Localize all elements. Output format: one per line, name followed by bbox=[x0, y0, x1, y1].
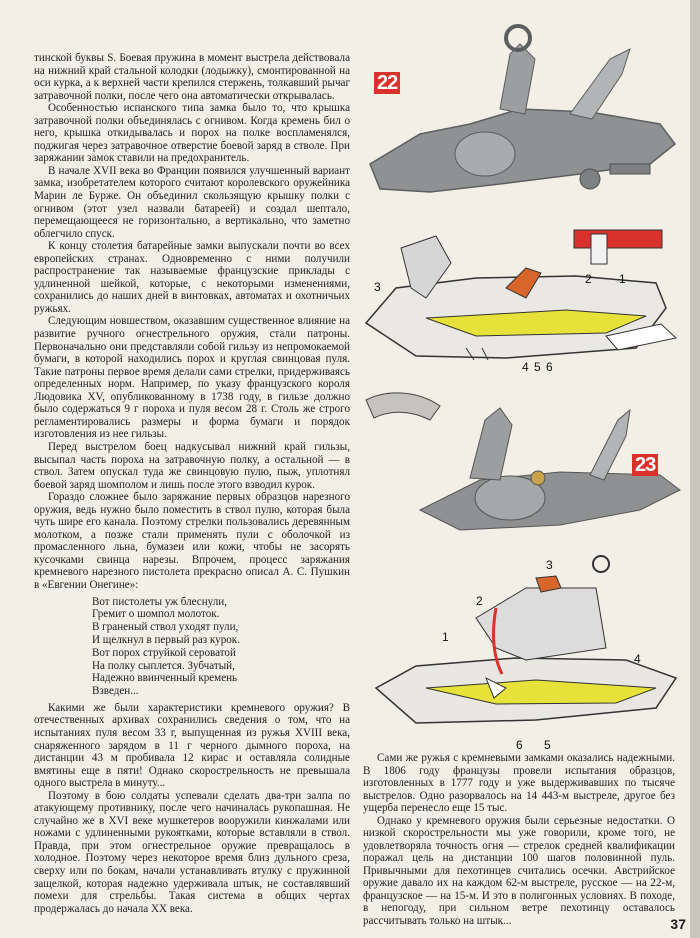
lock-mechanism-diagram bbox=[356, 228, 690, 378]
flintlock-photo-illustration bbox=[360, 14, 690, 224]
poem-line: В граненый ствол уходят пули, bbox=[92, 621, 239, 634]
paragraph: тинской буквы S. Боевая пружина в момент выстрела действовала на нижний край стальной колодки (лодыжку), смонтированной на оси курка, а к верхней части крепился стержень, толкавший рычаг затравочной полки, после чего она автоматически открывалась. bbox=[34, 52, 350, 102]
fig22-callout-5: 5 bbox=[534, 360, 541, 374]
figure-22-diagram bbox=[356, 228, 690, 378]
fig22-callout-6: 6 bbox=[546, 360, 553, 374]
left-text-column bbox=[34, 52, 350, 915]
paragraph: Какими же были характеристики кремневого оружия? В отечественных архивах сохранились сведения о том, что на испытаниях пуля весом 33 г, выпущенная из ружья XVIII века, снаряженного зарядом в 11 г черного дымного пороха, на дистанции 43 м пробивала 12 кирас и оставляла солидные вмятины еще в пяти! Однако скорострельность не превышала одного выстрела в минуту... bbox=[34, 701, 350, 790]
paragraph: Однако у кремневого оружия были серьезные недостатки. О низкой скорострельности мы уже говорили, кроме того, не удовлетворяла точность огня — стрелок средней квалификации поражал цель на дистанции 100 шагов половинной пуль. Привычными для пехотинцев считались осечки. Австрийское оружие давало их на каждом 62-м выстреле, русское — на 22-м, французское — на 15-м. И это в полигонных условиях. В походе, в непогоду, при сильном ветре пехотинцу оставалось рассчитывать только на штык... bbox=[363, 814, 675, 927]
fig23-callout-4: 4 bbox=[634, 652, 641, 666]
poem-line: Надежно ввинченный кремень bbox=[92, 672, 238, 685]
figure-23-badge: 23 bbox=[632, 454, 658, 476]
page-edge bbox=[690, 0, 700, 938]
fig23-callout-2: 2 bbox=[476, 594, 483, 608]
fig22-callout-4: 4 bbox=[522, 360, 529, 374]
page-number: 37 bbox=[670, 916, 686, 932]
poem-line: Гремит о шомпол молоток. bbox=[92, 608, 220, 621]
pushkin-poem bbox=[92, 596, 350, 698]
figure-23-diagram bbox=[356, 548, 690, 752]
fig22-callout-3: 3 bbox=[374, 280, 381, 294]
fig22-callout-2: 2 bbox=[585, 272, 592, 286]
paragraph: К концу столетия батарейные замки выпускали почти во всех европейских странах. Одновременно с ними получили распространение так называемые французские приклады с удлиненной шейкой, которые, с некоторыми изменениями, сохранились до наших дней в винтовках, автоматах и охотничьих ружьях. bbox=[34, 240, 350, 315]
paragraph: Поэтому в бою солдаты успевали сделать два-три залпа по атакующему противнику, после чего начиналась рукопашная. Не случайно же в XVI веке мушкетеров вооружили кинжалами или ножами с удлиненными рукоятками, которые вставляли в ствол. Правда, при этом огнестрельное оружие превращалось в холодное. Поэтому через некоторое время близ дульного среза, сверху или по бокам, начали устанавливать втулку с пружинной защелкой, которая надежно удерживала штык, не составлявший помехи для стрельбы. Такая система в общих чертах продержалась до начала XX века. bbox=[34, 789, 350, 915]
poem-line: Вот порох струйкой сероватой bbox=[92, 646, 236, 659]
paragraph: Следующим новшеством, оказавшим существенное влияние на развитие ручного огнестрельного оружия, стали патроны. Первоначально они представляли собой гильзу из непромокаемой бумаги, в которой находились порох и круглая свинцовая пуля. Такие патроны первое время делали сами стрелки, придерживаясь определенных норм. Например, по указу французского короля Людовика XV, опубликованному в 1738 году, в гильзе должно было содержаться 9 г пороха и пуля весом 28 г. Столь же строго регламентировались размеры и форма бумаги и порядок изготовления из нее гильзы. bbox=[34, 315, 350, 441]
lock-mechanism-diagram-2 bbox=[356, 548, 690, 748]
fig23-callout-1: 1 bbox=[442, 630, 449, 644]
paragraph: Сами же ружья с кремневыми замками оказались надежными. В 1806 году французы провели испытания образцов, изготовленных в 1777 году и уже выдерживавших по тысяче выстрелов. Одно разорвалось на 14 443-м выстреле, другое без ущерба перенесло еще 15 тыс. bbox=[363, 752, 675, 814]
right-text-column bbox=[363, 752, 675, 927]
fig23-callout-3: 3 bbox=[546, 558, 553, 572]
paragraph: В начале XVII века во Франции появился улучшенный вариант замка, изобретателем которого считают королевского оружейника Марин ле Бурже. Он объединил скользящую крышку полки с огнивом (этот узел назвали батареей) и создал шептало, перемещающееся не горизонтально, а вертикально, что заметно облегчило спуск. bbox=[34, 164, 350, 240]
figure-22-photo bbox=[360, 14, 690, 224]
poem-line: На полку сыплется. Зубчатый, bbox=[92, 659, 235, 672]
paragraph: Особенностью испанского типа замка было то, что крышка затравочной полки объединялась с огнивом. Когда кремень бил о него, крышка откидывалась и порох на полке воспламенялся, поджигая через затравочное отверстие боевой заряд в стволе. При заряжании замок ставили на предохранитель. bbox=[34, 102, 350, 165]
paragraph: Перед выстрелом боец надкусывал нижний край гильзы, высыпал часть пороха на затравочную полку, а остальной — в ствол. Затем опускал туда же свинцовую пулю, пыж, уплотнял боевой заряд шомполом и лишь после этого взводил курок. bbox=[34, 440, 350, 491]
poem-line: И щелкнул в первый раз курок. bbox=[92, 633, 240, 646]
paragraph: Гораздо сложнее было заряжание первых образцов нарезного оружия, ведь нужно было поместить в ствол пулю, которая была чуть шире его канала. Поэтому стрелки пользовались деревянным молотком, а позже стали применять пули с оболочкой из промасленного льна, бумазеи или кожи, чтобы не засорять кусочками свинца нарезы. Впрочем, процесс заряжания кремневого нарезного пистолета прекрасно описал А. С. Пушкин в «Евгении Онегине»: bbox=[34, 491, 350, 591]
fig22-callout-1: 1 bbox=[619, 272, 626, 286]
poem-line: Взведен... bbox=[92, 685, 139, 698]
fig23-callout-5: 5 bbox=[544, 738, 551, 752]
poem-line: Вот пистолеты уж блеснули, bbox=[92, 595, 227, 608]
figure-23-photo bbox=[360, 380, 690, 545]
figure-22-badge: 22 bbox=[374, 72, 400, 94]
fig23-callout-6: 6 bbox=[516, 738, 523, 752]
